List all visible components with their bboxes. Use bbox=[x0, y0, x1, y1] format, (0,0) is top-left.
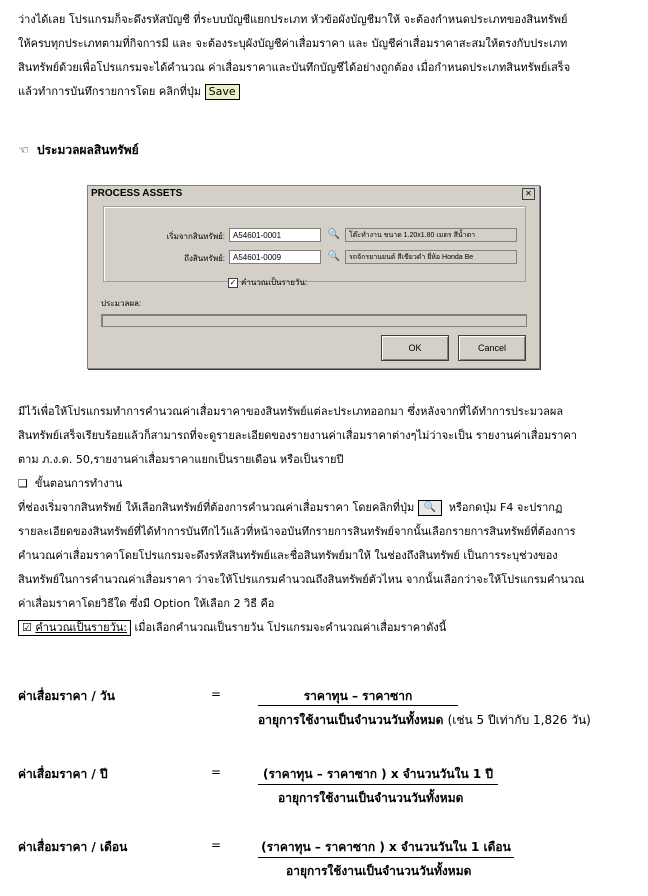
intro-line: ว่างได้เลย โปรแกรมก็จะดึงรหัสบัญชี ที่ระบบบัญชีแยกประเภท หัวข้อผังบัญชีมาให้ จะต้องกำหนดประเภทของสินทรัพย์ bbox=[18, 13, 568, 26]
formula-label-day: ค่าเสื่อมราคา / วัน bbox=[18, 689, 115, 703]
search-icon[interactable]: 🔍 bbox=[327, 229, 341, 240]
body-line bbox=[18, 496, 630, 520]
from-asset-label: เริ่มจากสินทรัพย์: bbox=[166, 232, 225, 241]
step-text: หรือกดปุ่ม F4 จะปรากฏ bbox=[448, 501, 563, 514]
formula-denominator bbox=[258, 711, 591, 730]
to-asset-description: รถจักรยานยนต์ สีเขียวดำ ยี่ห้อ Honda Be bbox=[345, 250, 517, 264]
intro-last-line: แล้วทำการบันทึกรายการโดย คลิกที่ปุ่ม bbox=[18, 85, 202, 98]
formula-numerator: ราคาทุน – ราคาซาก bbox=[303, 689, 413, 703]
close-icon[interactable]: ✕ bbox=[522, 188, 535, 200]
bullet-item bbox=[18, 472, 630, 496]
intro-line bbox=[18, 80, 630, 104]
ok-button[interactable]: OK bbox=[381, 335, 449, 361]
formula-note: (เช่น 5 ปีเท่ากับ 1,826 วัน) bbox=[447, 713, 591, 727]
formula-equals: = bbox=[211, 838, 222, 852]
body-line: สินทรัพย์เสร็จเรียบร้อยแล้วก็สามารถที่จะดูรายละเอียดของรายงานค่าเสื่อมราคาต่างๆไม่ว่าจะเป็น รายงานค่าเสื่อมราคา bbox=[18, 429, 577, 442]
body-line bbox=[18, 616, 630, 640]
fraction-line bbox=[258, 705, 458, 706]
search-icon[interactable]: 🔍 bbox=[418, 500, 442, 516]
process-assets-dialog bbox=[87, 185, 540, 369]
section-title bbox=[18, 141, 139, 160]
dialog-title: PROCESS ASSETS bbox=[88, 186, 539, 202]
fraction-line bbox=[258, 857, 514, 858]
pointing-hand-icon: ☜ bbox=[18, 143, 29, 157]
daily-option-label: คำนวณเป็นรายวัน: bbox=[35, 621, 127, 634]
step-text: ที่ช่องเริ่มจากสินทรัพย์ ให้เลือกสินทรัพย์ที่ต้องการคำนวณค่าเสื่อมราคา โดยคลิกที่ปุ่ม bbox=[18, 501, 415, 514]
checkbox-bullet-icon: ❑ bbox=[18, 477, 28, 490]
daily-checkbox-row[interactable] bbox=[228, 276, 307, 289]
asset-range-group bbox=[103, 206, 526, 282]
intro-line: ให้ครบทุกประเภทตามที่กิจการมี และ จะต้องระบุผังบัญชีค่าเสื่อมราคา และ บัญชีค่าเสื่อมราคาสะสมให้ตรงกับประเภท bbox=[18, 37, 568, 50]
body-line: คำนวณค่าเสื่อมราคาโดยโปรแกรมจะดึงรหัสสินทรัพย์และชื่อสินทรัพย์มาให้ ในช่องถึงสินทรัพย์ เป็นการระบุช่วงของ bbox=[18, 549, 558, 562]
result-label: ประมวลผล: bbox=[101, 299, 142, 308]
fraction-line bbox=[258, 784, 498, 785]
check-after-text: เมื่อเลือกคำนวณเป็นรายวัน โปรแกรมจะคำนวณค่าเสื่อมราคาดังนี้ bbox=[134, 621, 447, 634]
daily-checkbox[interactable]: ✓ bbox=[229, 277, 237, 287]
daily-checkbox-label: คำนวณเป็นรายวัน: bbox=[241, 278, 308, 287]
formula-denominator: อายุการใช้งานเป็นจำนวนวันทั้งหมด bbox=[278, 791, 464, 805]
body-line: ตาม ภ.ง.ด. 50,รายงานค่าเสื่อมราคาแยกเป็นรายเดือน หรือเป็นรายปี bbox=[18, 453, 344, 466]
intro-paragraph bbox=[18, 8, 630, 104]
to-asset-label: ถึงสินทรัพย์: bbox=[184, 254, 225, 263]
formula-label-month: ค่าเสื่อมราคา / เดือน bbox=[18, 840, 128, 854]
formula-denominator-text: อายุการใช้งานเป็นจำนวนวันทั้งหมด bbox=[258, 713, 444, 727]
body-line: มีไว้เพื่อให้โปรแกรมทำการคำนวณค่าเสื่อมราคาของสินทรัพย์แต่ละประเภทออกมา ซึ่งหลังจากที่ได้ทำการประมวลผล bbox=[18, 405, 564, 418]
daily-option-checkbox[interactable]: ☑ คำนวณเป็นรายวัน: bbox=[18, 620, 131, 636]
progress-bar bbox=[101, 314, 527, 327]
bullet-text: ขั้นตอนการทำงาน bbox=[34, 477, 123, 490]
body-line: รายละเอียดของสินทรัพย์ที่ได้ทำการบันทึกไว้แล้วที่หน้าจอบันทึกรายการสินทรัพย์จากนั้นเลือกรายการสินทรัพย์ที่ต้องการ bbox=[18, 525, 576, 538]
section-title-text: ประมวลผลสินทรัพย์ bbox=[36, 143, 139, 157]
search-icon[interactable]: 🔍 bbox=[327, 251, 341, 262]
from-asset-input[interactable]: A54601-0001 bbox=[229, 228, 321, 242]
formula-equals: = bbox=[211, 687, 222, 701]
save-button[interactable]: Save bbox=[205, 84, 240, 100]
body-line: สินทรัพย์ในการคำนวณค่าเสื่อมราคา ว่าจะให้โปรแกรมคำนวณถึงสินทรัพย์ตัวไหน จากนั้นเลือกว่าจะให้โปรแกรมคำนวณ bbox=[18, 573, 585, 586]
formula-denominator: อายุการใช้งานเป็นจำนวนวันทั้งหมด bbox=[286, 864, 472, 878]
formula-label-year: ค่าเสื่อมราคา / ปี bbox=[18, 767, 108, 781]
body-line: ค่าเสื่อมราคาโดยวิธีใด ซึ่งมี Option ให้เลือก 2 วิธี คือ bbox=[18, 597, 275, 610]
body-paragraph bbox=[18, 400, 630, 640]
from-asset-description: โต๊ะทำงาน ขนาด 1.20x1.80 เมตร สีน้ำตา bbox=[345, 228, 517, 242]
formula-numerator: (ราคาทุน – ราคาซาก ) x จำนวนวันใน 1 ปี bbox=[263, 767, 493, 781]
to-asset-input[interactable]: A54601-0009 bbox=[229, 250, 321, 264]
cancel-button[interactable]: Cancel bbox=[458, 335, 526, 361]
formula-equals: = bbox=[211, 765, 222, 779]
intro-line: สินทรัพย์ด้วยเพื่อโปรแกรมจะได้คำนวณ ค่าเสื่อมราคาและบันทึกบัญชีได้อย่างถูกต้อง เมื่อกำหนดประเภทสินทรัพย์เสร็จ bbox=[18, 61, 571, 74]
formula-numerator: (ราคาทุน – ราคาซาก ) x จำนวนวันใน 1 เดือน bbox=[261, 840, 511, 854]
